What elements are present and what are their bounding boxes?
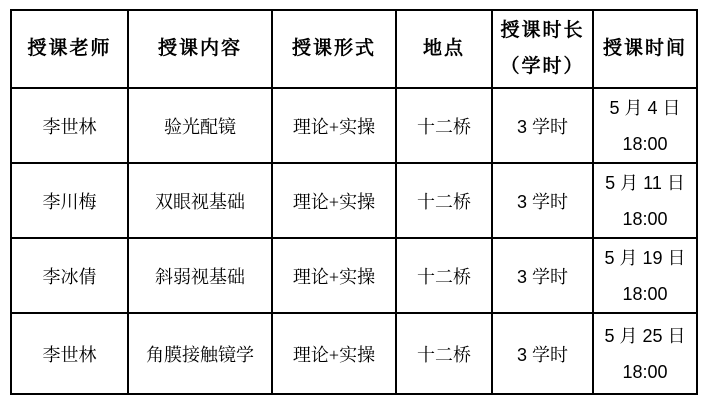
table-row — [11, 238, 697, 313]
header-cell-location: 地点 — [396, 10, 492, 88]
cell-time-clock: 18:00 — [622, 283, 668, 304]
header-cell-time: 授课时间 — [593, 10, 697, 88]
cell-time-date: 5 月 19 日 — [604, 247, 686, 268]
cell-time-date: 5 月 4 日 — [609, 97, 681, 118]
cell-format: 理论+实操 — [272, 88, 396, 163]
table-header-row — [11, 10, 697, 88]
cell-content: 角膜接触镜学 — [128, 313, 272, 394]
cell-content: 验光配镜 — [128, 88, 272, 163]
cell-duration: 3 学时 — [492, 163, 593, 238]
header-cell-duration — [492, 10, 593, 88]
cell-time-clock: 18:00 — [622, 208, 668, 229]
cell-content: 双眼视基础 — [128, 163, 272, 238]
cell-location: 十二桥 — [396, 238, 492, 313]
cell-content: 斜弱视基础 — [128, 238, 272, 313]
table-row — [11, 163, 697, 238]
header-cell-content: 授课内容 — [128, 10, 272, 88]
cell-teacher: 李冰倩 — [11, 238, 128, 313]
cell-format: 理论+实操 — [272, 238, 396, 313]
table-row — [11, 88, 697, 163]
cell-duration: 3 学时 — [492, 313, 593, 394]
cell-duration: 3 学时 — [492, 88, 593, 163]
cell-time-date: 5 月 11 日 — [605, 172, 685, 193]
cell-teacher: 李世林 — [11, 88, 128, 163]
cell-time — [593, 163, 697, 238]
cell-teacher: 李川梅 — [11, 163, 128, 238]
cell-time-date: 5 月 25 日 — [604, 325, 686, 346]
cell-format: 理论+实操 — [272, 313, 396, 394]
cell-teacher: 李世林 — [11, 313, 128, 394]
header-cell-format: 授课形式 — [272, 10, 396, 88]
cell-time-clock: 18:00 — [622, 133, 668, 154]
cell-duration: 3 学时 — [492, 238, 593, 313]
cell-location: 十二桥 — [396, 313, 492, 394]
cell-time — [593, 238, 697, 313]
cell-location: 十二桥 — [396, 88, 492, 163]
header-cell-teacher: 授课老师 — [11, 10, 128, 88]
table-row — [11, 313, 697, 394]
cell-time — [593, 88, 697, 163]
cell-location: 十二桥 — [396, 163, 492, 238]
header-duration-line2: （学时） — [500, 56, 585, 77]
course-schedule-table — [10, 9, 698, 395]
cell-format: 理论+实操 — [272, 163, 396, 238]
cell-time-clock: 18:00 — [622, 361, 668, 382]
cell-time — [593, 313, 697, 394]
header-duration-line1: 授课时长 — [500, 20, 585, 41]
